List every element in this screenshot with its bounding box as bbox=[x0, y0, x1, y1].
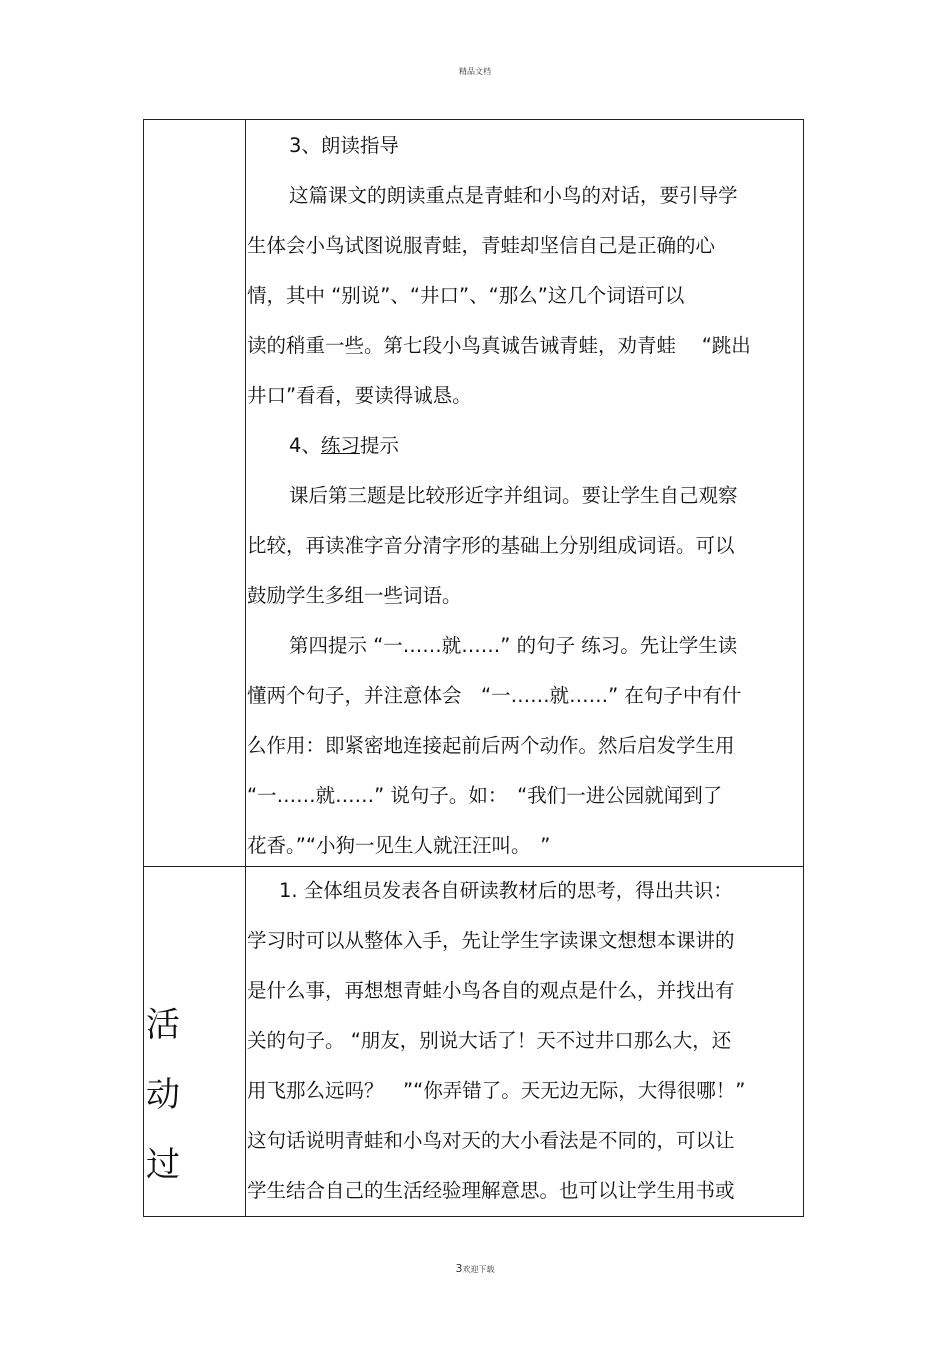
page-number: 3 bbox=[455, 1262, 463, 1275]
paragraph-line: 情，其中 “别说”、“井口”、“那么”这几个词语可以 bbox=[247, 284, 685, 307]
paragraph-line: 是什么事，再想想青蛙小鸟各自的观点是什么，并找出有 bbox=[247, 979, 735, 1002]
paragraph-line: 懂两个句子，并注意体会 “一……就……” 在句子中有什 bbox=[247, 684, 742, 707]
reading-guidance-cell bbox=[247, 121, 803, 871]
underlined-word: 练习 bbox=[320, 434, 360, 457]
paragraph-line: 1. 全体组员发表各自研读教材后的思考，得出共识： bbox=[279, 879, 733, 902]
heading-number: 4、 bbox=[289, 434, 321, 457]
paragraph-line: 学习时可以从整体入手，先让学生字读课文想想本课讲的 bbox=[247, 929, 735, 952]
heading-reading-guidance: 3、朗读指导 bbox=[289, 134, 399, 157]
activity-process-label bbox=[144, 990, 247, 1200]
paragraph-line: 学生结合自己的生活经验理解意思。也可以让学生用书或 bbox=[247, 1179, 735, 1202]
footer-text: 欢迎下载 bbox=[462, 1265, 495, 1274]
activity-process-cell bbox=[247, 866, 803, 1216]
paragraph-line: 用飞那么远吗？ ”“你弄错了。天无边无际，大得很哪！” bbox=[247, 1079, 746, 1102]
paragraph-line: 比较，再读准字音分清字形的基础上分别组成词语。可以 bbox=[247, 534, 735, 557]
heading-rest: 提示 bbox=[359, 434, 399, 457]
heading-exercise-hints bbox=[247, 421, 803, 471]
paragraph-line: “一……就……” 说句子。如： “我们一进公园就闻到了 bbox=[247, 784, 723, 807]
paragraph-line: 么作用：即紧密地连接起前后两个动作。然后启发学生用 bbox=[247, 734, 735, 757]
paragraph-line: 鼓励学生多组一些词语。 bbox=[247, 584, 462, 607]
lesson-table bbox=[143, 119, 804, 1217]
paragraph-line: 关的句子。 “朋友，别说大话了！天不过井口那么大，还 bbox=[247, 1029, 732, 1052]
paragraph-line: 生体会小鸟试图说服青蛙，青蛙却坚信自己是正确的心 bbox=[247, 234, 716, 257]
label-char: 动 bbox=[146, 1075, 180, 1115]
paragraph-line: 第四提示 “一……就……” 的句子 练习。先让学生读 bbox=[289, 634, 738, 657]
label-char: 活 bbox=[146, 1005, 180, 1045]
paragraph-line: 花香。”“小狗一见生人就汪汪叫。 ” bbox=[247, 834, 551, 857]
paragraph-line: 这句话说明青蛙和小鸟对天的大小看法是不同的，可以让 bbox=[247, 1129, 735, 1152]
page-footer bbox=[0, 1262, 950, 1275]
paragraph-line: 井口”看看，要读得诚恳。 bbox=[247, 384, 472, 407]
paragraph-line: 课后第三题是比较形近字并组词。要让学生自己观察 bbox=[289, 484, 738, 507]
paragraph-line: 读的稍重一些。第七段小鸟真诚告诫青蛙，劝青蛙 “跳出 bbox=[247, 334, 751, 357]
label-char: 过 bbox=[146, 1145, 180, 1185]
paragraph-line: 这篇课文的朗读重点是青蛙和小鸟的对话，要引导学 bbox=[289, 184, 738, 207]
page-header: 精品文档 bbox=[459, 67, 491, 76]
